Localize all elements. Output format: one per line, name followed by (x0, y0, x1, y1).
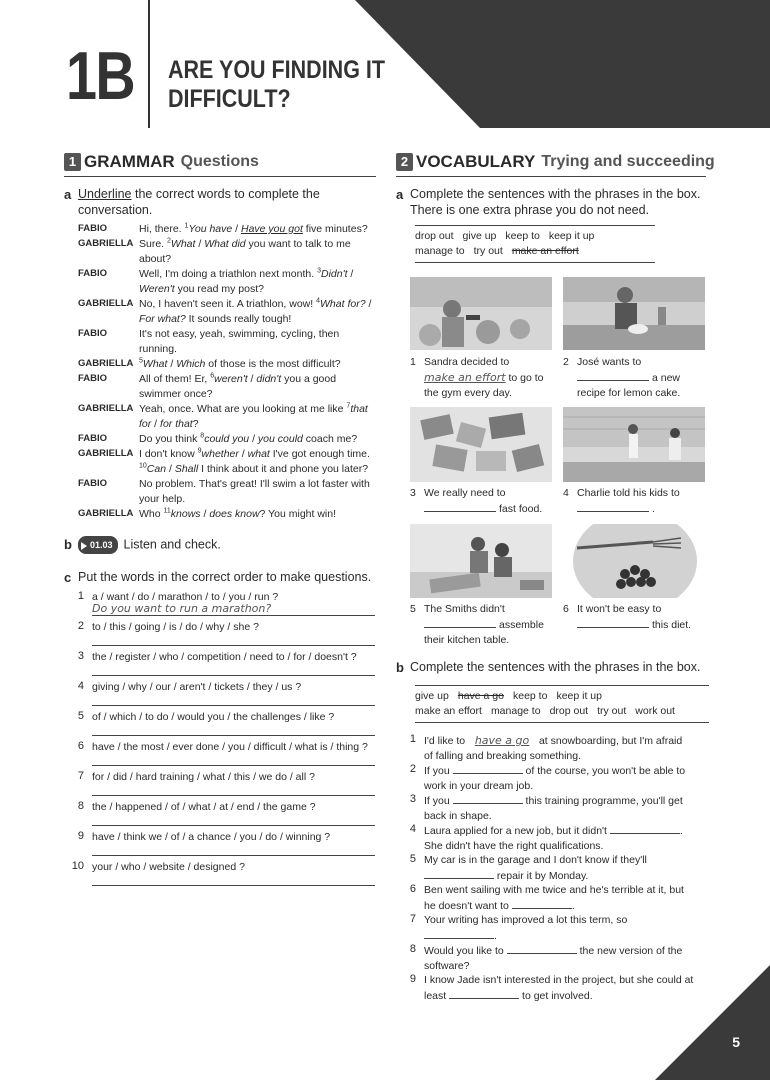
question-number: 5 (77, 710, 84, 722)
option-2[interactable]: For what? (139, 312, 186, 325)
sentence-number: 8 (409, 943, 416, 955)
caption-line3: their kitchen table. (424, 634, 510, 646)
line-text-after: you want to talk to me about? (139, 238, 351, 265)
scrambled-words: giving / why / our / aren't / tickets / they / us ? (92, 681, 302, 693)
gap-number: 2 (167, 237, 171, 245)
sentence-part: at snowboarding, but I'm afraid (536, 735, 683, 747)
line-text: Yeah, once. What are you looking at me like (139, 403, 347, 415)
line-text-after: I've got enough time. (269, 448, 370, 460)
caption-line1: José wants to (577, 356, 642, 368)
scrambled-words: of / which / to do / would you / the challenges / like ? (92, 711, 335, 723)
caption-line3: recipe for lemon cake. (577, 387, 681, 399)
sentence-part: to get involved. (519, 990, 593, 1002)
option-2[interactable]: didn't (256, 373, 282, 385)
question-number: 3 (77, 650, 84, 662)
page-number: 5 (732, 1034, 740, 1050)
caption-text-after: . (652, 503, 655, 515)
option-1[interactable]: You have (188, 223, 233, 235)
speaker-name: FABIO (78, 328, 108, 339)
caption-line1: Sandra decided to (424, 356, 510, 368)
audio-track-number: 01.03 (90, 540, 113, 550)
sentence-part: of falling and breaking something. (424, 750, 582, 762)
gap-number: 3 (317, 267, 321, 275)
gap-number: 10 (139, 462, 147, 469)
speaker-name: GABRIELLA (78, 298, 134, 309)
sentence-part: he doesn't want to (424, 900, 512, 912)
option-separator: / (200, 508, 210, 520)
phrase-option: have a go (457, 690, 504, 702)
speaker-name: FABIO (78, 478, 108, 489)
phrase-option: try out (473, 245, 503, 257)
question-number: 6 (77, 740, 84, 752)
speaker-name: FABIO (78, 373, 108, 384)
phrase-option: give up (415, 690, 449, 702)
option-1[interactable]: knows (170, 508, 201, 520)
line-text: All of them! Er, (139, 373, 211, 385)
phrase-option: keep it up (548, 230, 595, 242)
gap-number: 8 (200, 432, 205, 440)
line-text: Who (139, 508, 164, 520)
sentence-part: back in shape. (424, 810, 492, 822)
caption-line1: The Smiths didn't (424, 603, 505, 615)
line-text: Do you think (139, 433, 201, 445)
line-text-after: you a good swimmer once? (139, 373, 337, 400)
sentence-part: I know Jade isn't interested in the project, but she could at (424, 974, 694, 986)
scrambled-words: for / did / hard training / what / this / we do / all ? (92, 771, 315, 783)
phrase-option: try out (597, 705, 627, 717)
question-number: 8 (77, 800, 84, 812)
speaker-name: GABRIELLA (78, 403, 134, 414)
option-2[interactable]: Weren't (139, 282, 175, 295)
phrase-option: keep to (512, 690, 548, 702)
speaker-name: GABRIELLA (78, 508, 134, 519)
phrase-option: drop out (549, 705, 589, 717)
sentence-part: this training programme, you'll get (522, 795, 683, 807)
line-text: I don't know (139, 448, 198, 460)
option-separator: / (166, 462, 175, 475)
option-2[interactable]: what (247, 448, 270, 460)
scrambled-words: the / register / who / competition / need to / for / doesn't ? (92, 651, 357, 663)
caption-number: 4 (563, 487, 569, 499)
phrase-option: give up (462, 230, 497, 242)
sentence-part: least (424, 990, 450, 1002)
grammar-badge: 1 (64, 153, 81, 171)
caption-line1: Charlie told his kids to (577, 487, 680, 499)
gap-number: 9 (197, 447, 202, 455)
phrase-option: make an effort (511, 245, 579, 257)
gap-number: 7 (346, 402, 351, 410)
caption-number: 2 (563, 356, 569, 368)
grammar-topic: Questions (180, 153, 259, 170)
handwritten-answer: Do you want to run a marathon? (92, 602, 272, 615)
sentence-part: software? (424, 960, 470, 972)
phrase-option: drop out (415, 230, 454, 242)
option-separator: / (249, 433, 258, 445)
sentence-part: Would you like to (424, 945, 507, 957)
grammar-title: GRAMMAR (84, 152, 175, 171)
sentence-part: If you (424, 795, 453, 807)
option-1[interactable]: Didn't (320, 268, 348, 280)
caption-text-after: to go to (505, 372, 544, 384)
option-1[interactable]: weren't (214, 373, 248, 385)
sentence-number: 2 (409, 763, 416, 775)
grammar-a-letter: a (64, 187, 72, 202)
line-text-after: you read my post? (174, 282, 264, 295)
option-separator: / (365, 298, 372, 310)
gap-number: 5 (139, 357, 143, 365)
sentence-part: Laura applied for a new job, but it didn't (424, 825, 610, 837)
handwritten-answer: have a go (474, 734, 530, 747)
speaker-name: FABIO (78, 268, 108, 279)
option-1[interactable]: What (170, 238, 196, 250)
option-1[interactable]: could you (204, 433, 250, 445)
sentence-part: She didn't have the right qualifications. (424, 840, 604, 852)
sentence-part: Your writing has improved a lot this term, so (424, 914, 628, 926)
vocab-a-letter: a (396, 187, 404, 202)
option-2[interactable]: Have you got (241, 223, 303, 235)
caption-line1: It won't be easy to (577, 603, 662, 615)
option-separator: / (247, 373, 257, 385)
phrase-option: manage to (415, 245, 465, 257)
caption-number: 5 (410, 603, 416, 615)
line-text-after: five minutes? (302, 223, 368, 235)
sentence-number: 6 (409, 883, 416, 895)
caption-number: 1 (410, 356, 416, 368)
phrase-option: manage to (490, 705, 541, 717)
phrase-option: make an effort (415, 705, 482, 717)
option-2[interactable]: Which (176, 358, 206, 370)
scrambled-words: have / think we / of / a chance / you / do / winning ? (92, 831, 331, 843)
sentence-part: work in your dream job. (424, 780, 534, 792)
line-text-after: ? (192, 417, 199, 430)
handwritten-answer: make an effort (424, 371, 506, 384)
caption-line3: the gym every day. (424, 387, 512, 399)
unit-title-line2: DIFFICULT? (168, 85, 291, 113)
question-number: 10 (71, 860, 84, 872)
speaker-name: GABRIELLA (78, 448, 134, 459)
question-number: 7 (77, 770, 84, 782)
speaker-name: GABRIELLA (78, 238, 134, 249)
sentence-number: 5 (409, 853, 416, 865)
caption-text-after: a new (652, 372, 681, 384)
option-separator: / (238, 448, 248, 460)
line-text-after: of those is the most difficult? (205, 358, 341, 370)
gap-number: 6 (210, 372, 215, 380)
instruction-rest: the correct words to complete the (131, 187, 320, 201)
sentence-part: the new version of the (576, 945, 683, 957)
sentence-number: 1 (409, 733, 416, 745)
option-1[interactable]: that for (139, 403, 368, 430)
sentence-part: of the course, you won't be able to (522, 765, 686, 777)
line-text-after: I think about it and phone you later? (198, 462, 369, 475)
sentence-part: . (571, 900, 575, 912)
vocab-b-instruction: Complete the sentences with the phrases in the box. (410, 660, 701, 674)
line-text: It's not easy, yeah, swimming, cycling, then running. (139, 328, 340, 355)
vocab-a-line2: There is one extra phrase you do not need. (410, 203, 650, 217)
phrase-option: keep it up (556, 690, 602, 702)
line-text: No problem. That's great! I'll swim a lot faster with your help. (139, 478, 370, 505)
underline-word: Underline (78, 187, 132, 201)
option-2[interactable]: you could (257, 433, 303, 445)
vocab-topic: Trying and succeeding (541, 153, 715, 170)
line-text-after: It sounds really tough! (185, 312, 292, 325)
sentence-number: 3 (409, 793, 416, 805)
option-separator: / (232, 223, 241, 235)
gap-number: 11 (163, 507, 171, 515)
scrambled-words: your / who / website / designed ? (92, 861, 245, 873)
phrase-option: work out (635, 705, 675, 717)
caption-number: 3 (410, 487, 416, 499)
option-separator: / (167, 358, 177, 370)
line-text: Hi, there. (139, 223, 185, 235)
line-text-after: ? You might win! (259, 508, 336, 520)
unit-title-line1: ARE YOU FINDING IT (168, 56, 386, 84)
line-text: Sure. (139, 238, 168, 250)
option-2[interactable]: for that (160, 417, 193, 430)
sentence-part: If you (424, 765, 453, 777)
vocab-badge: 2 (396, 153, 413, 171)
scrambled-words: to / this / going / is / do / why / she ? (92, 621, 259, 633)
option-2[interactable]: does know (209, 508, 260, 520)
option-separator: / (347, 268, 354, 280)
option-1[interactable]: whether (201, 448, 239, 460)
caption-number: 6 (563, 603, 569, 615)
unit-number: 1B (66, 38, 135, 114)
sentence-number: 4 (409, 823, 416, 835)
grammar-c-letter: c (64, 570, 72, 585)
gap-number: 1 (184, 222, 189, 230)
caption-text-after: assemble (499, 619, 544, 631)
sentence-number: 7 (409, 913, 416, 925)
line-text: No, I haven't seen it. A triathlon, wow! (139, 298, 317, 310)
scrambled-words: the / happened / of / what / at / end / the game ? (92, 801, 316, 813)
speaker-name: FABIO (78, 433, 108, 444)
scrambled-words: a / want / do / marathon / to / you / run ? (92, 591, 279, 603)
caption-line1: We really need to (424, 487, 506, 499)
question-number: 4 (77, 680, 84, 692)
option-separator: / (151, 417, 161, 430)
sentence-part: I'd like to (424, 735, 469, 747)
vocab-a-line1: Complete the sentences with the phrases in the box. (410, 187, 701, 201)
sentence-number: 9 (409, 973, 416, 985)
speaker-name: FABIO (78, 223, 108, 234)
sentence-part: Ben went sailing with me twice and he's terrible at it, but (424, 884, 684, 896)
option-1[interactable]: What (142, 358, 168, 370)
speaker-name: GABRIELLA (78, 358, 134, 369)
grammar-c-instruction: Put the words in the correct order to make questions. (78, 570, 372, 584)
vocab-b-letter: b (396, 660, 404, 675)
option-1[interactable]: What for? (320, 298, 366, 310)
option-2[interactable]: What did (204, 238, 246, 250)
listen-text: Listen and check. (123, 537, 221, 552)
option-separator: / (195, 238, 205, 250)
question-number: 2 (77, 620, 84, 632)
vocab-title: VOCABULARY (416, 152, 536, 171)
line-text: Well, I'm doing a triathlon next month. (139, 268, 318, 280)
option-1[interactable]: Can (146, 462, 167, 475)
option-2[interactable]: Shall (174, 462, 199, 475)
phrase-option: keep to (505, 230, 540, 242)
sentence-part: repair it by Monday. (494, 870, 589, 882)
sentence-part: My car is in the garage and I don't know if they'll (424, 854, 647, 866)
instruction-line2: conversation. (78, 203, 153, 217)
caption-text-after: this diet. (652, 619, 692, 631)
caption-text-after: fast food. (499, 503, 543, 515)
sentence-part: . (494, 930, 497, 942)
scrambled-words: have / the most / ever done / you / difficult / what is / thing ? (92, 741, 368, 753)
line-text-after: coach me? (302, 433, 358, 445)
grammar-b-letter: b (64, 537, 72, 552)
sentence-part: . (679, 825, 683, 837)
question-number: 1 (77, 590, 84, 602)
question-number: 9 (77, 830, 84, 842)
gap-number: 4 (316, 297, 321, 305)
